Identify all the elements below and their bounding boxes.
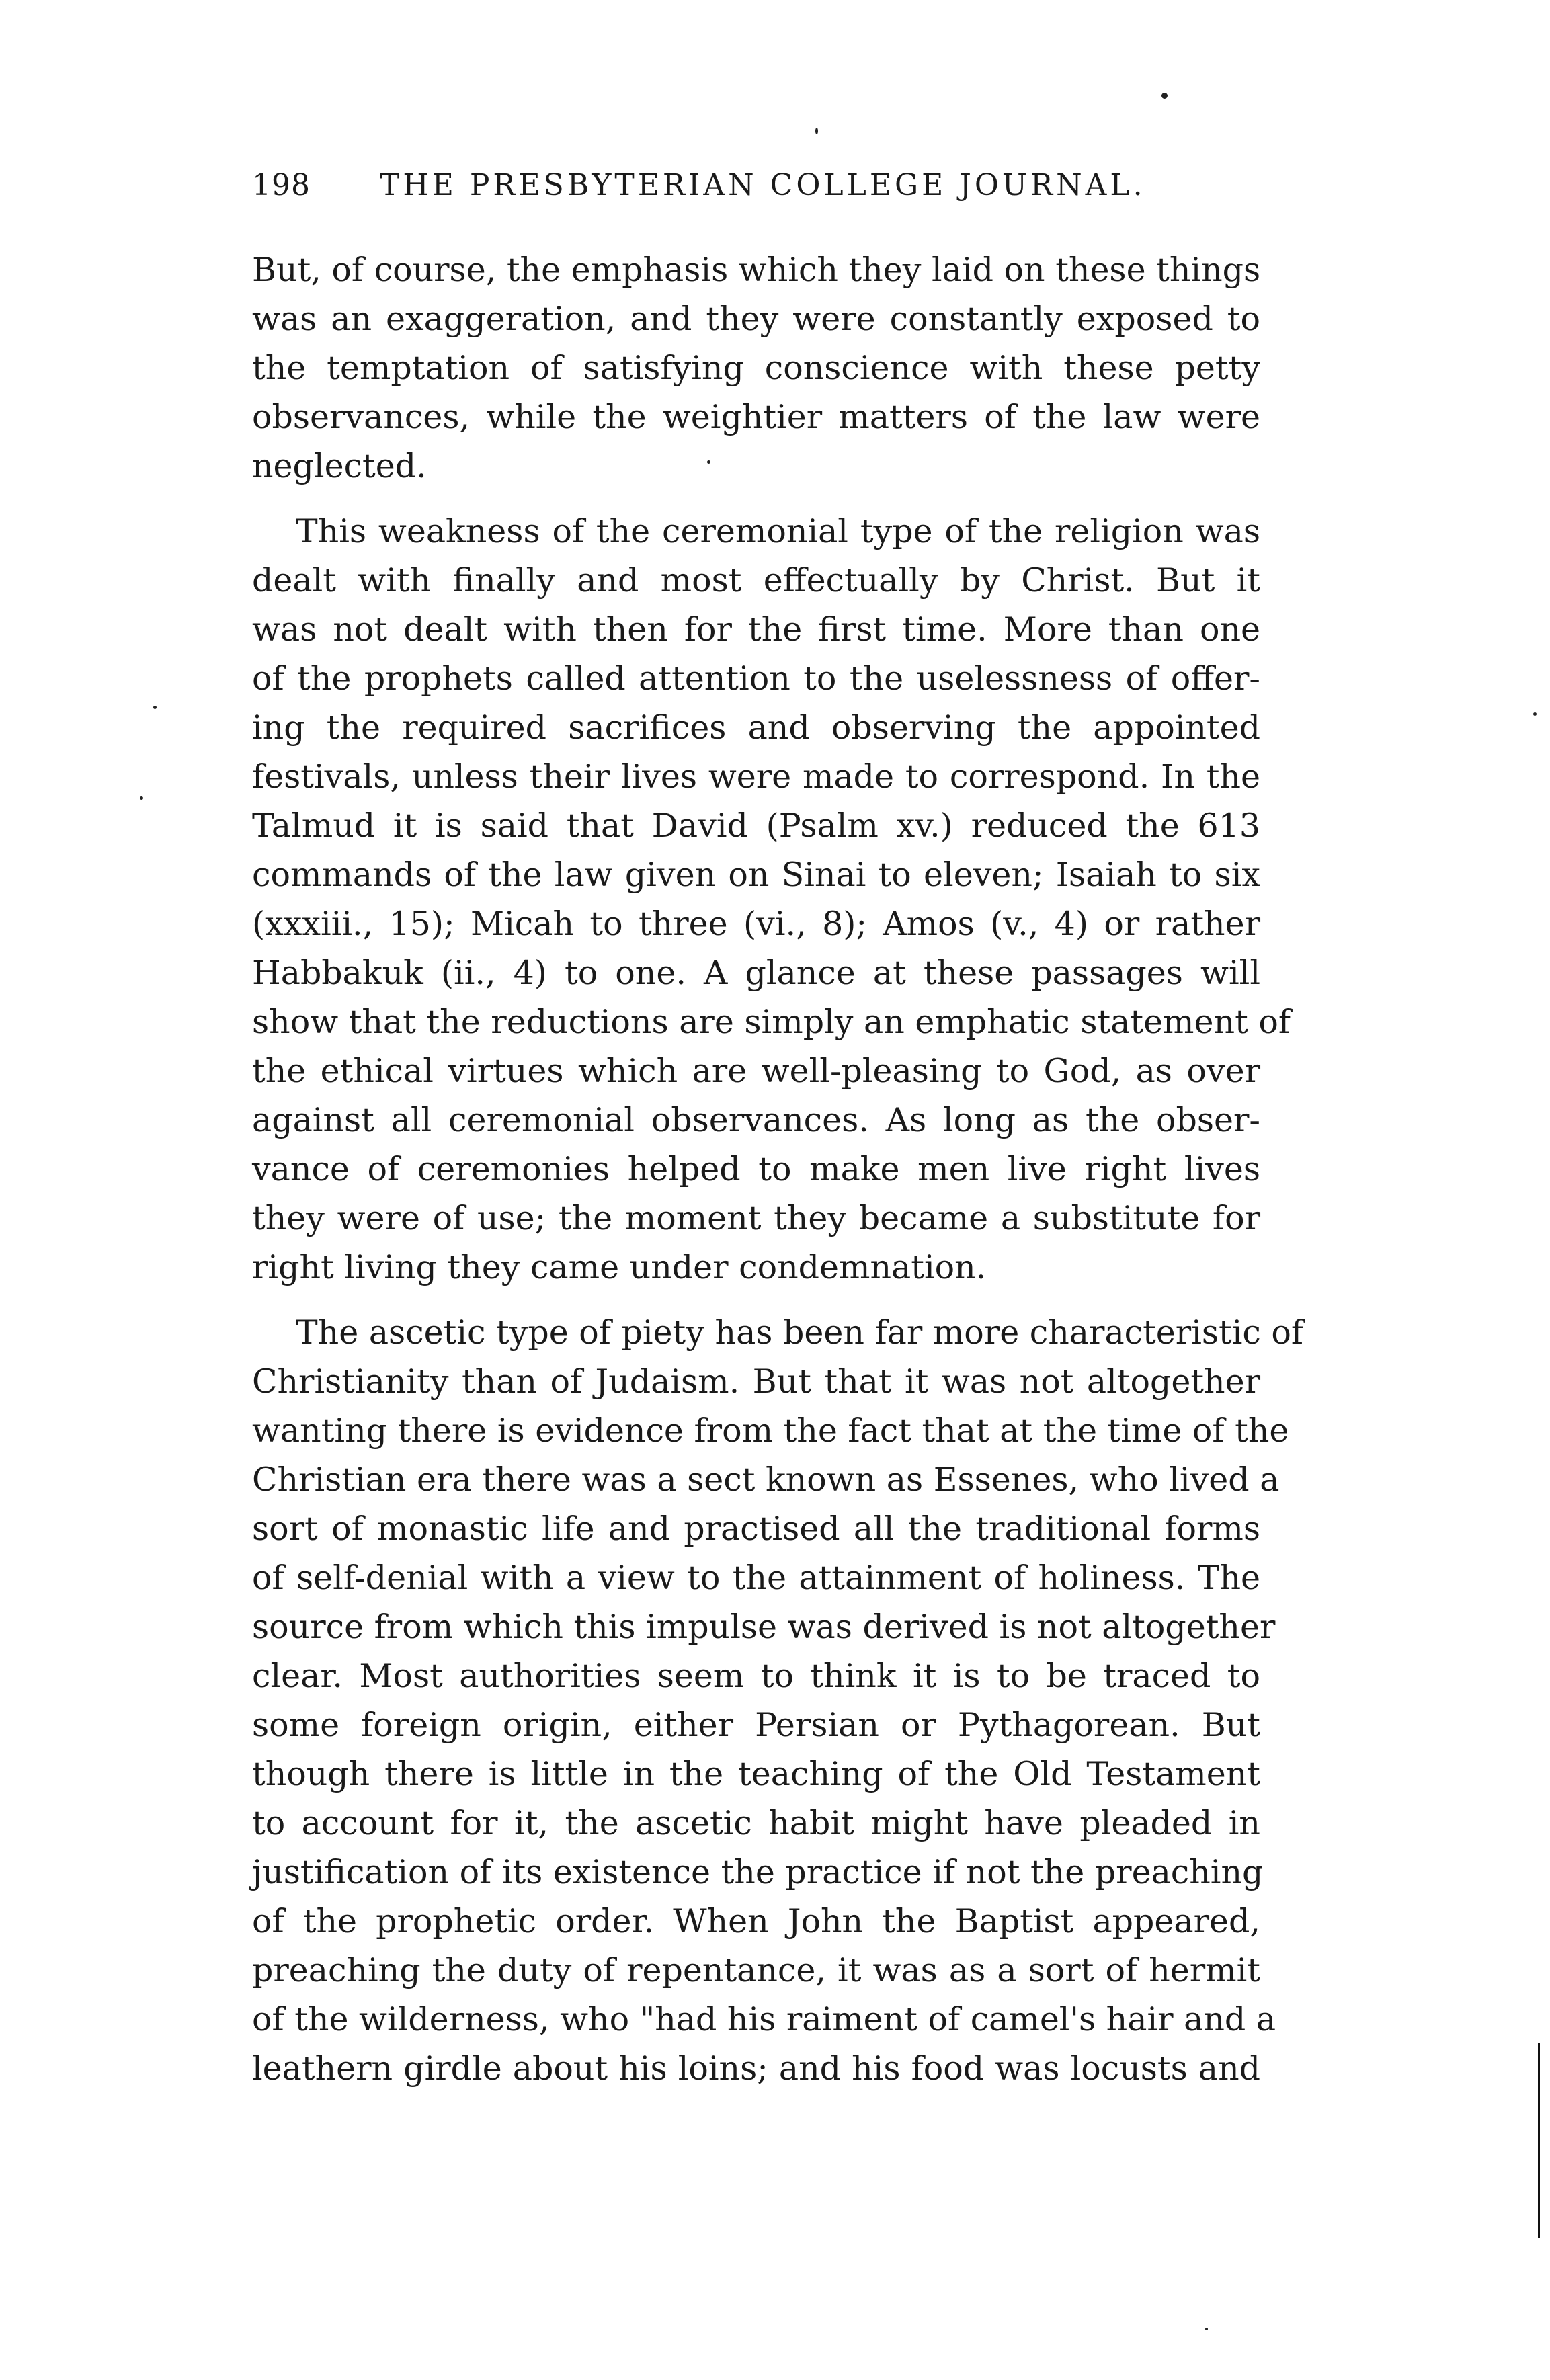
text-line: of the wilderness, who "had his raiment of camel's hair and a — [252, 2000, 1276, 2039]
page-number: 198 — [252, 168, 311, 202]
text-line: source from which this impulse was derived is not altogether — [252, 1608, 1276, 1646]
text-line: Talmud it is said that David (Psalm xv.) reduced the 613 — [252, 807, 1260, 845]
paragraph — [252, 1308, 1304, 2093]
scan-edge-line — [1538, 2043, 1540, 2238]
paragraph — [252, 507, 1291, 1292]
text-line: commands of the law given on Sinai to eleven; Isaiah to six — [252, 856, 1260, 894]
paragraph — [252, 245, 1260, 491]
scan-speck — [707, 460, 710, 464]
text-line: against all ceremonial observances. As long as the obser- — [252, 1101, 1260, 1139]
text-line: show that the reductions are simply an emphatic statement of — [252, 1003, 1291, 1041]
text-line: the temptation of satisfying conscience with these petty — [252, 349, 1260, 387]
scan-speck — [1161, 93, 1168, 99]
text-line: some foreign origin, either Persian or Pythagorean. But — [252, 1706, 1260, 1744]
text-line: though there is little in the teaching of the Old Testament — [252, 1755, 1260, 1793]
text-line: right living they came under condemnation. — [252, 1248, 987, 1286]
scan-speck — [140, 796, 143, 800]
text-line: But, of course, the emphasis which they laid on these things — [252, 251, 1261, 289]
page-header — [252, 161, 1260, 222]
text-line: observances, while the weightier matters of the law were — [252, 398, 1260, 436]
scan-speck — [815, 128, 818, 134]
text-line: The ascetic type of piety has been far more characteristic of — [296, 1313, 1304, 1352]
text-line: This weakness of the ceremonial type of the religion was — [296, 512, 1260, 550]
text-line: of the prophets called attention to the uselessness of offer- — [252, 659, 1260, 698]
text-line: neglected. — [252, 447, 427, 485]
text-line: festivals, unless their lives were made to correspond. In the — [252, 757, 1260, 796]
text-line: sort of monastic life and practised all the traditional forms — [252, 1510, 1260, 1548]
text-line: dealt with finally and most effectually by Christ. But it — [252, 561, 1260, 600]
text-line: wanting there is evidence from the fact that at the time of the — [252, 1411, 1289, 1450]
scan-speck — [153, 706, 157, 709]
text-line: clear. Most authorities seem to think it is to be traced to — [252, 1657, 1260, 1695]
text-line: they were of use; the moment they became a substitute for — [252, 1199, 1260, 1237]
body-text — [252, 245, 1304, 2093]
text-line: (xxxiii., 15); Micah to three (vi., 8); Amos (v., 4) or rather — [252, 905, 1260, 943]
text-line: was an exaggeration, and they were constantly exposed to — [252, 300, 1260, 338]
text-line: preaching the duty of repentance, it was as a sort of hermit — [252, 1951, 1260, 1989]
text-line: of the prophetic order. When John the Baptist appeared, — [252, 1902, 1260, 1940]
text-line: Habbakuk (ii., 4) to one. A glance at these passages will — [252, 954, 1260, 992]
text-line: leathern girdle about his loins; and his food was locusts and — [252, 2049, 1260, 2088]
text-line: was not dealt with then for the first time. More than one — [252, 610, 1260, 649]
text-line: to account for it, the ascetic habit might have pleaded in — [252, 1804, 1260, 1842]
scan-speck — [1533, 712, 1537, 716]
text-line: Christian era there was a sect known as Essenes, who lived a — [252, 1461, 1280, 1499]
text-line: justification of its existence the practice if not the preaching — [252, 1853, 1264, 1891]
text-line: of self-denial with a view to the attainment of holiness. The — [252, 1559, 1260, 1597]
text-line: vance of ceremonies helped to make men live right lives — [252, 1150, 1260, 1188]
text-line: the ethical virtues which are well-pleasing to God, as over — [252, 1052, 1260, 1090]
scan-speck — [1205, 2328, 1208, 2330]
text-line: Christianity than of Judaism. But that it was not altogether — [252, 1362, 1260, 1401]
running-title: THE PRESBYTERIAN COLLEGE JOURNAL. — [380, 168, 1146, 202]
text-line: ing the required sacrifices and observing the appointed — [252, 708, 1260, 747]
